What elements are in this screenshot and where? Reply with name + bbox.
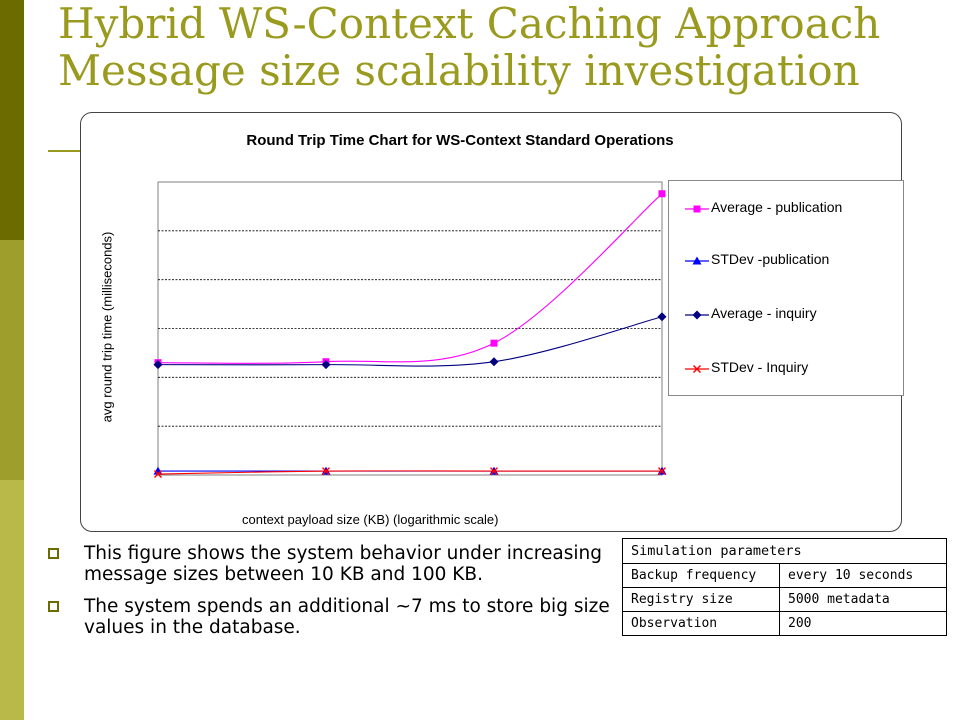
legend-entry — [685, 305, 905, 325]
table-header: Simulation parameters — [623, 539, 947, 564]
y-axis-label: avg round trip time (milliseconds) — [99, 231, 115, 423]
legend-swatch-icon — [685, 201, 709, 217]
bullet-item — [48, 596, 618, 638]
legend-label: Average - publication — [711, 199, 843, 215]
legend-swatch-icon — [685, 253, 709, 269]
table-header-row — [623, 539, 947, 564]
legend-entry — [685, 359, 905, 379]
x-axis-label: context payload size (KB) (logarithmic scale) — [242, 512, 499, 527]
param-name: Observation — [623, 612, 780, 636]
param-value: 5000 metadata — [780, 588, 947, 612]
param-name: Registry size — [623, 588, 780, 612]
table-row — [623, 564, 947, 588]
legend-marker — [693, 311, 702, 320]
legend-swatch-icon — [685, 361, 709, 377]
bullet-list — [48, 543, 618, 649]
data-point-0 — [491, 340, 498, 347]
bullet-item — [48, 543, 618, 585]
bullet-text: The system spends an additional ~7 ms to store big size values in the database. — [84, 596, 610, 638]
slide-title-line1: Hybrid WS-Context Caching Approach — [58, 0, 881, 48]
square-bullet-icon — [48, 601, 59, 612]
legend-entry — [685, 251, 905, 271]
table-row — [623, 588, 947, 612]
simulation-parameters-table — [622, 538, 947, 636]
slide-title-line2: Message size scalability investigation — [58, 46, 860, 95]
square-bullet-icon — [48, 548, 59, 559]
param-value: every 10 seconds — [780, 564, 947, 588]
chart-title: Round Trip Time Chart for WS-Context Standard Operations — [246, 132, 674, 149]
bullet-text: This figure shows the system behavior under increasing message sizes between 10 KB and 100 KB. — [84, 543, 602, 585]
data-point-0 — [659, 190, 666, 197]
table-row — [623, 612, 947, 636]
legend-label: STDev - Inquiry — [711, 359, 809, 375]
legend-entry — [685, 199, 905, 219]
legend-label: Average - inquiry — [711, 305, 817, 321]
param-name: Backup frequency — [623, 564, 780, 588]
chart-legend — [668, 180, 904, 396]
legend-marker — [694, 206, 701, 213]
legend-swatch-icon — [685, 307, 709, 323]
legend-label: STDev -publication — [711, 251, 830, 267]
param-value: 200 — [780, 612, 947, 636]
